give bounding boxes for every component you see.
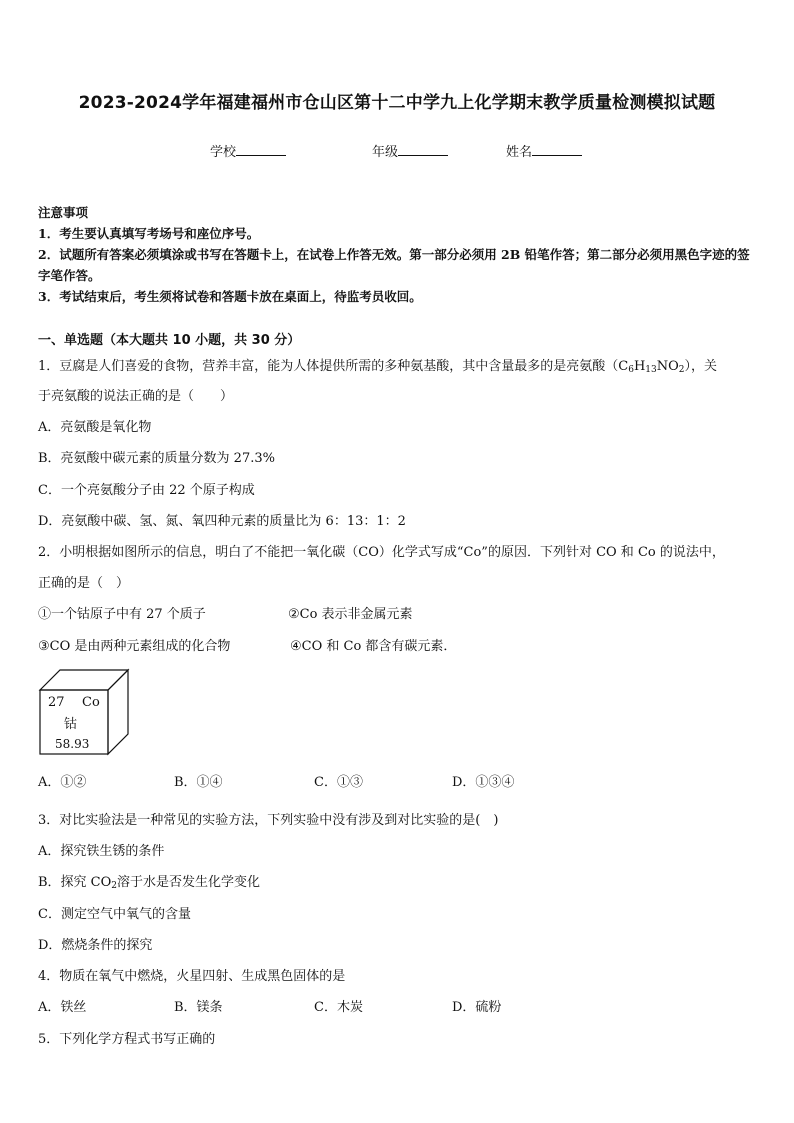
q2-statement-1: ①一个钴原子中有 27 个质子 [38,607,206,622]
q1-stem-line1 [38,355,717,374]
q1-formula-part: H [633,359,646,374]
q4-stem: 4．物质在氧气中燃烧，火星四射、生成黑色固体的是 [38,969,346,984]
notes-heading: 注意事项 [38,205,89,220]
name-field [506,141,582,160]
q5-stem: 5．下列化学方程式书写正确的 [38,1032,216,1047]
school-field [210,141,286,160]
q3-stem: 3．对比实验法是一种常见的实验方法，下列实验中没有涉及到对比实验的是( ) [38,813,499,828]
q2-statement-2: ②Co 表示非金属元素 [288,607,413,622]
grade-label: 年级 [372,145,399,160]
q3-option-d: D．燃烧条件的探究 [38,938,153,953]
q3-option-c: C．测定空气中氧气的含量 [38,907,191,922]
school-label: 学校 [210,145,237,160]
q4-option-b: B．镁条 [174,1000,223,1015]
q1-option-b: B．亮氨酸中碳元素的质量分数为 27.3% [38,451,275,466]
q2-options-row [38,771,758,791]
note-item-3: 3．考试结束后，考生须将试卷和答题卡放在桌面上，待监考员收回。 [38,289,422,304]
q4-option-a: A．铁丝 [38,1000,87,1015]
q1-stem-line2: 于亮氨酸的说法正确的是（ ） [38,389,234,404]
q1-option-c: C．一个亮氨酸分子由 22 个原子构成 [38,483,255,498]
q3-option-b-text: B．探究 CO [38,875,112,890]
q2-statements-row1 [38,603,758,623]
q1-formula-sub: 13 [645,365,657,375]
q2-stem-line2: 正确的是（ ） [38,576,130,591]
q2-stem-line1: 2．小明根据如图所示的信息，明白了不能把一氧化碳（CO）化学式写成“Co”的原因．下列针对 CO 和 Co 的说法中， [38,545,725,560]
q1-option-a: A．亮氨酸是氧化物 [38,420,152,435]
q1-stem-text: 1．豆腐是人们喜爱的食物，营养丰富，能为人体提供所需的多种氨基酸，其中含量最多的是亮氨酸（C [38,359,629,374]
q4-option-c: C．木炭 [314,1000,363,1015]
element-name: 钴 [64,717,78,732]
q2-statement-3: ③CO 是由两种元素组成的化合物 [38,639,231,654]
q2-option-a: A．①② [38,775,87,790]
q2-option-c: C．①③ [314,775,363,790]
element-atomic-mass: 58.93 [55,737,90,751]
note-item-2: 2．试题所有答案必须填涂或书写在答题卡上，在试卷上作答无效。第一部分必须用 2B 铅笔作答；第二部分必须用黑色字迹的签字笔作答。 [38,247,750,283]
element-symbol: Co [82,695,100,710]
q2-statements-row2 [38,635,758,655]
q3-option-b-text-end: 溶于水是否发生化学变化 [117,875,261,890]
school-blank [236,142,286,156]
q1-formula-part: NO [656,359,679,374]
q1-stem-end: ），关 [684,359,718,374]
grade-field [372,141,448,160]
q1-option-d: D．亮氨酸中碳、氢、氮、氧四种元素的质量比为 6：13：1：2 [38,514,406,529]
q1-formula-sub: 2 [678,365,685,375]
q4-options-row [38,996,758,1016]
section-heading: 一、单选题（本大题共 10 小题，共 30 分） [38,333,301,348]
page-title: 2023-2024学年福建福州市仓山区第十二中学九上化学期末教学质量检测模拟试题 [78,93,716,113]
student-info-row [0,141,794,161]
q3-option-a: A．探究铁生锈的条件 [38,844,165,859]
name-blank [532,142,582,156]
grade-blank [398,142,448,156]
q2-statement-4: ④CO 和 Co 都含有碳元素． [290,639,457,654]
note-item-1: 1．考生要认真填写考场号和座位序号。 [38,226,260,241]
element-atomic-number: 27 [48,695,65,710]
q3-option-b [38,871,260,890]
q1-formula-sub: 6 [628,365,634,375]
q3-formula-sub: 2 [111,881,118,891]
name-label: 姓名 [506,145,533,160]
q2-option-b: B．①④ [174,775,223,790]
q4-option-d: D．硫粉 [452,1000,502,1015]
q2-option-d: D．①③④ [452,775,515,790]
notes-block [38,202,758,307]
